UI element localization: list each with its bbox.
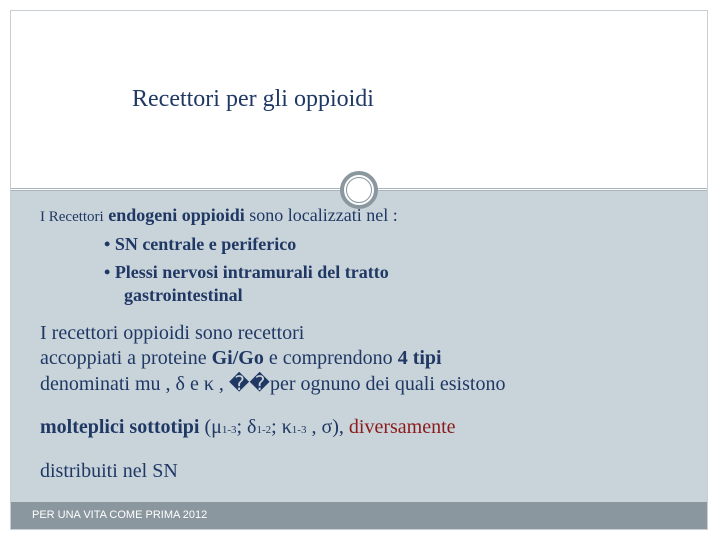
intro-prefix: I Recettori xyxy=(40,209,104,225)
subscript: 1-2 xyxy=(256,424,272,436)
bullet-marker: • xyxy=(104,262,111,282)
bullet-continuation: gastrointestinal xyxy=(124,285,243,305)
ring-ornament-inner xyxy=(346,177,372,203)
intro-rest: sono localizzati nel : xyxy=(244,205,398,225)
emphasis-text: diversamente xyxy=(348,416,456,438)
subscript: 1-3 xyxy=(221,424,237,436)
paragraph-text: e comprendono xyxy=(263,347,398,369)
subscript: 1-3 xyxy=(291,424,307,436)
paragraph-text: accoppiati a proteine xyxy=(40,347,212,369)
paragraph-text: , σ), xyxy=(306,416,349,438)
paragraph-text: ; δ xyxy=(236,416,257,438)
paragraph-text: (μ xyxy=(199,416,222,438)
bullet-item xyxy=(104,234,296,255)
slide-title: Recettori per gli oppioidi xyxy=(132,86,374,112)
subtypes-label: molteplici sottotipi xyxy=(40,416,200,438)
bullet-text: Plessi nervosi intramurali del tratto xyxy=(114,262,389,282)
intro-line xyxy=(40,205,398,226)
missing-glyph: �� xyxy=(228,373,270,395)
bullet-item xyxy=(104,262,389,283)
paragraph-line-5: distribuiti nel SN xyxy=(40,460,178,482)
paragraph-line-3 xyxy=(40,371,505,396)
paragraph-line-1: I recettori oppioidi sono recettori xyxy=(40,322,305,344)
paragraph-text: per ognuno dei quali esistono xyxy=(269,373,506,395)
footer-text: PER UNA VITA COME PRIMA 2012 xyxy=(32,509,208,521)
receptor-count: 4 tipi xyxy=(397,347,442,369)
paragraph-line-2 xyxy=(40,347,442,370)
paragraph-text: ; κ xyxy=(271,416,292,438)
bullet-marker: • xyxy=(104,234,111,254)
bullet-text: SN centrale e periferico xyxy=(114,234,297,254)
intro-bold: endogeni oppioidi xyxy=(108,205,245,225)
paragraph-text: denominati mu , δ e κ , xyxy=(40,373,229,395)
protein-label: Gi/Go xyxy=(211,347,264,369)
paragraph-line-4 xyxy=(40,416,456,439)
